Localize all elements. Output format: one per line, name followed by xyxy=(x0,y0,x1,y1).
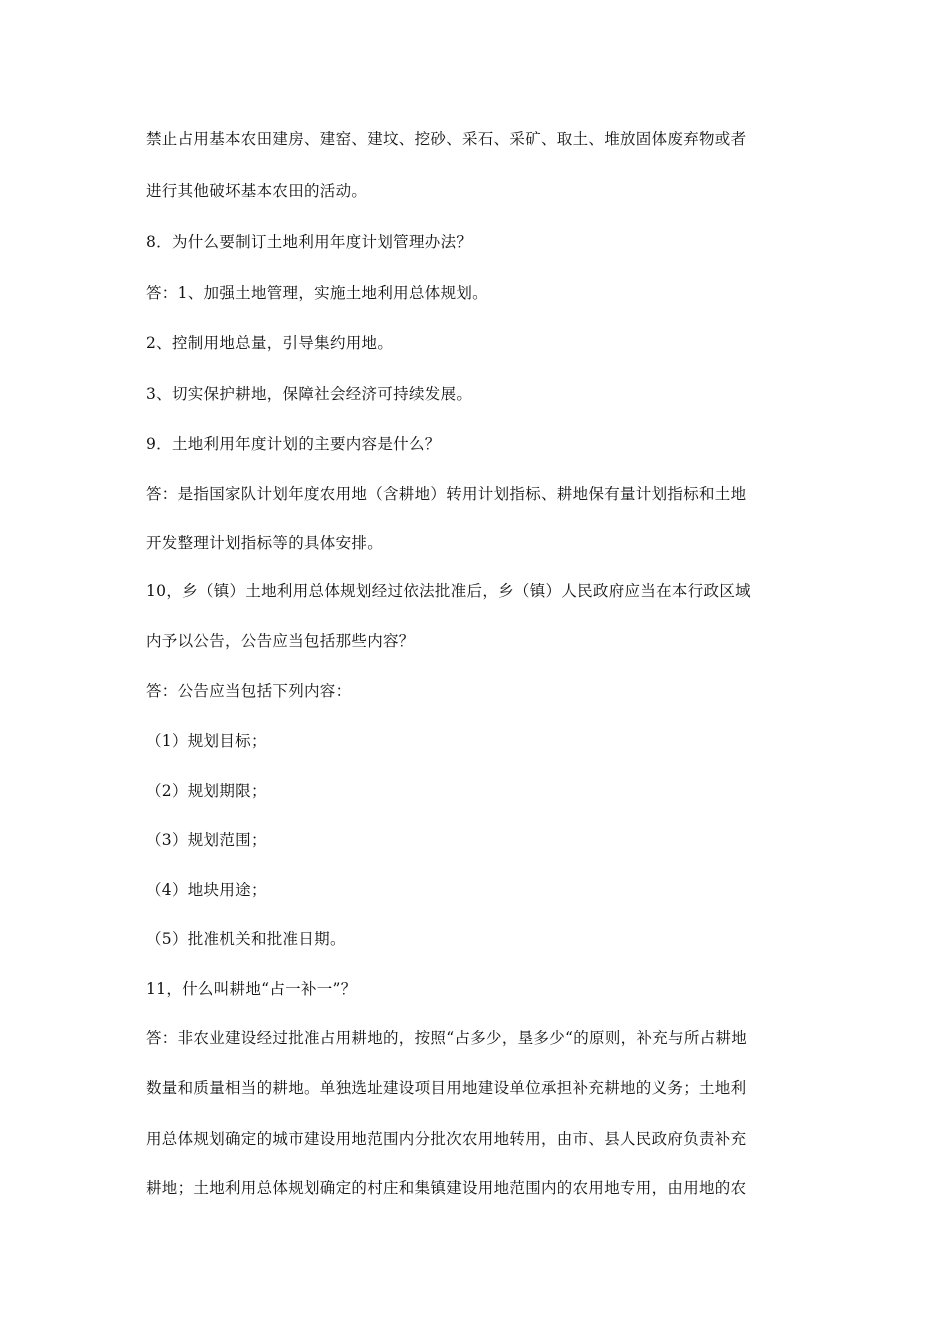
question-11-heading: 11，什么叫耕地“占一补一”？ xyxy=(146,980,357,998)
answer-10-item-1: （1）规划目标； xyxy=(146,732,267,750)
answer-11-line-3: 用总体规划确定的城市建设用地范围内分批次农用地转用，由市、县人民政府负责补充 xyxy=(146,1130,747,1148)
answer-9-line-2: 开发整理计划指标等的具体安排。 xyxy=(146,534,384,552)
answer-11-line-2: 数量和质量相当的耕地。单独选址建设项目用地建设单位承担补充耕地的义务；土地利 xyxy=(146,1079,747,1097)
answer-10-item-4: （4）地块用途； xyxy=(146,881,267,899)
answer-10-item-3: （3）规划范围； xyxy=(146,831,267,849)
answer-10-item-2: （2）规划期限； xyxy=(146,782,267,800)
question-10-line-1: 10，乡（镇）土地利用总体规划经过依法批准后，乡（镇）人民政府应当在本行政区域 xyxy=(146,582,751,600)
question-10-line-2: 内予以公告，公告应当包括那些内容？ xyxy=(146,632,415,650)
text-line-2: 进行其他破坏基本农田的活动。 xyxy=(146,182,368,200)
answer-11-line-1: 答：非农业建设经过批准占用耕地的，按照“占多少，垦多少“的原则，补充与所占耕地 xyxy=(146,1029,748,1047)
question-8-heading: 8．为什么要制订土地利用年度计划管理办法？ xyxy=(146,233,473,251)
answer-11-line-4: 耕地；土地利用总体规划确定的村庄和集镇建设用地范围内的农用地专用，由用地的农 xyxy=(146,1179,747,1197)
answer-10-item-5: （5）批准机关和批准日期。 xyxy=(146,930,346,948)
text-line-1: 禁止占用基本农田建房、建窑、建坟、挖砂、采石、采矿、取土、堆放固体废弃物或者 xyxy=(146,130,747,148)
answer-10-intro: 答：公告应当包括下列内容： xyxy=(146,682,352,700)
question-9-heading: 9．土地利用年度计划的主要内容是什么？ xyxy=(146,435,441,453)
answer-9-line-1: 答：是指国家队计划年度农用地（含耕地）转用计划指标、耕地保有量计划指标和土地 xyxy=(146,485,747,503)
answer-8-item-1: 答：1、加强土地管理，实施土地利用总体规划。 xyxy=(146,284,488,302)
answer-8-item-3: 3、切实保护耕地，保障社会经济可持续发展。 xyxy=(146,385,473,403)
answer-8-item-2: 2、控制用地总量，引导集约用地。 xyxy=(146,334,394,352)
